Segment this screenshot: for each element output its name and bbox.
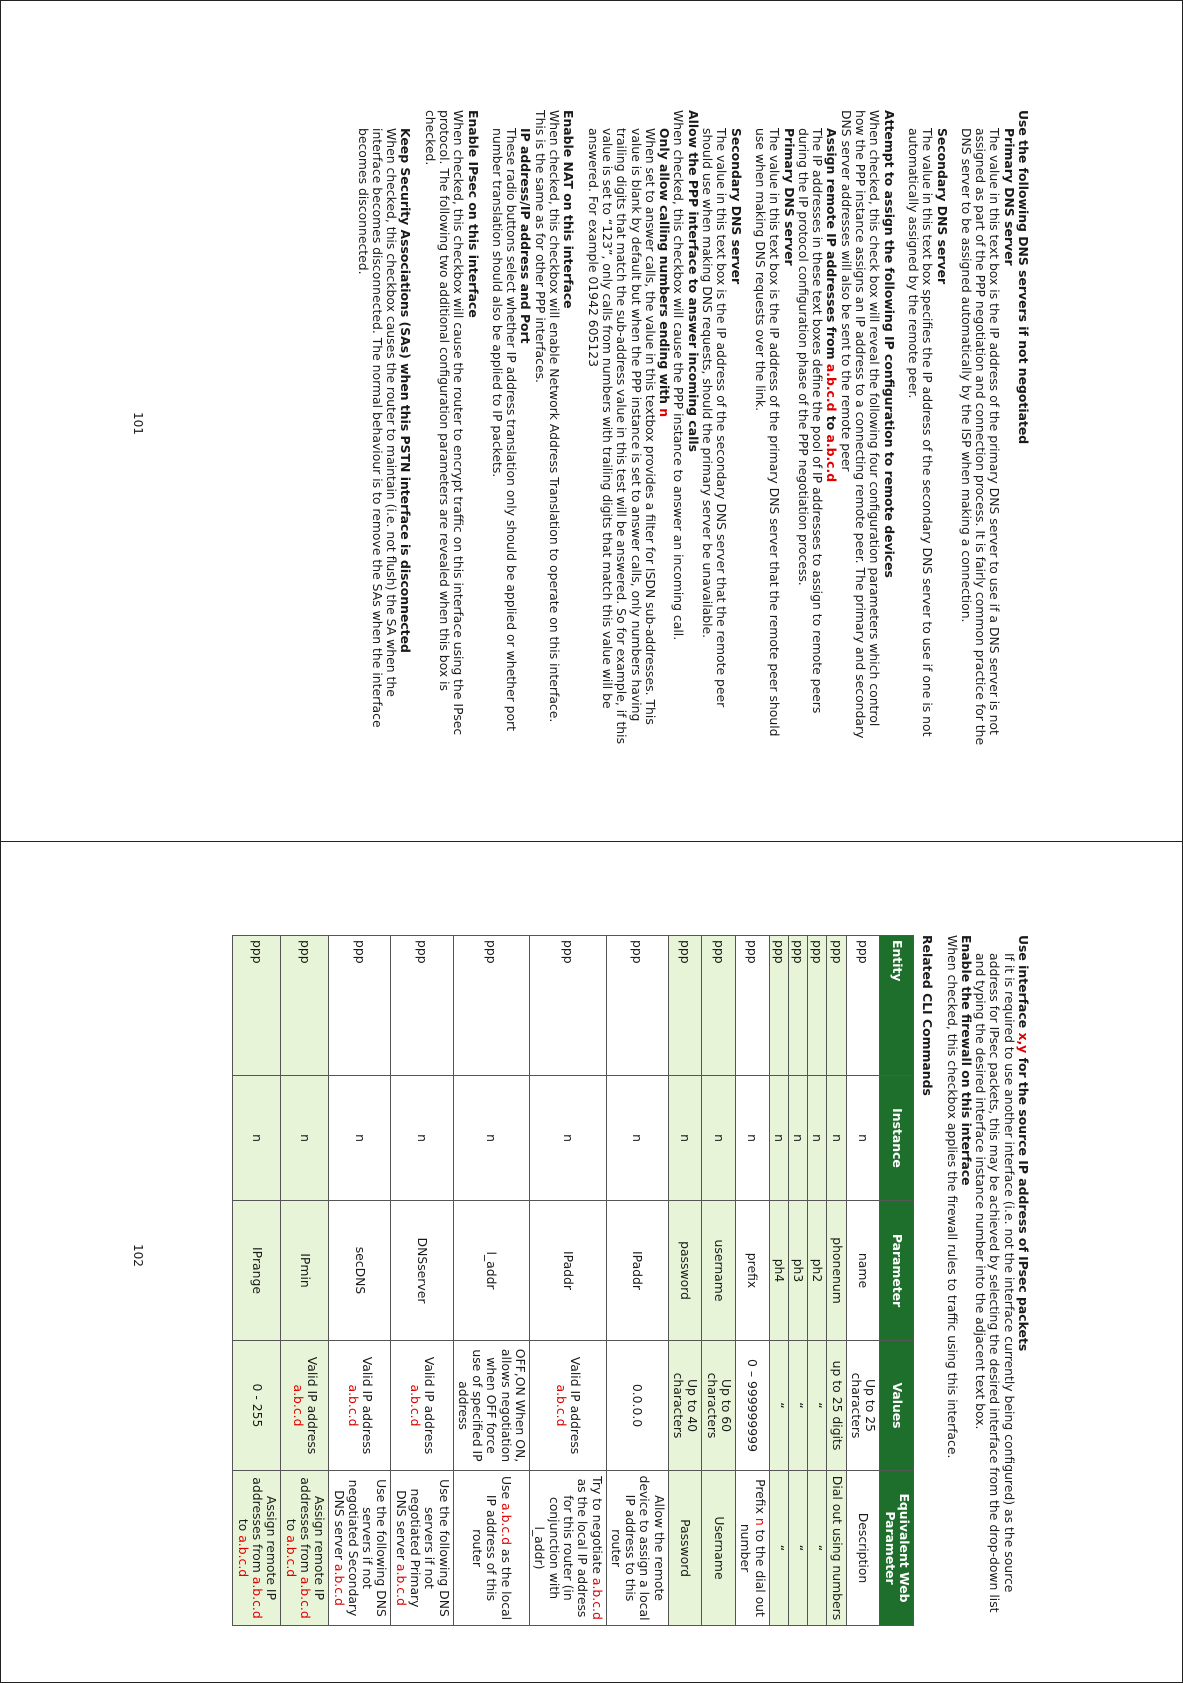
cell-web: “ xyxy=(769,1471,788,1626)
table-row xyxy=(233,936,281,1626)
cell-web xyxy=(233,1471,281,1626)
cell-entity: ppp xyxy=(453,936,529,1076)
values-prefix: Valid IP address xyxy=(422,1356,438,1455)
web-prefix: Use the following DNS servers if not negotiated Secondary DNS server xyxy=(331,1479,390,1617)
secondary-dns-body: The value in this text box specifies the IP address of the secondary DNS server to use if one is not automatically assigned by the remote peer. xyxy=(905,128,936,737)
primary-dns-heading: Primary DNS server xyxy=(1001,128,1017,266)
cell-entity: ppp xyxy=(827,936,846,1076)
use-interface-heading-prefix: Use interface xyxy=(1016,935,1031,1033)
ip-placeholder: a.b.c.d xyxy=(393,1563,409,1606)
assign-ip-config-heading: Attempt to assign the following IP configuration to remote devices xyxy=(881,110,897,578)
web-prefix: Assign remote IP addresses from xyxy=(297,1477,328,1601)
cell-parameter: prefix xyxy=(735,1201,769,1341)
cell-instance: n xyxy=(329,1076,391,1201)
cell-web xyxy=(735,1471,769,1626)
xy-placeholder: x,y xyxy=(1016,1032,1031,1054)
cell-instance: n xyxy=(391,1076,453,1201)
cell-instance: n xyxy=(769,1076,788,1201)
cell-values: 0 - 255 xyxy=(233,1341,281,1471)
cell-parameter: DNSserver xyxy=(391,1201,453,1341)
table-row xyxy=(329,936,391,1626)
ip-placeholder: a.b.c.d xyxy=(498,1503,514,1545)
table-row xyxy=(735,936,769,1626)
use-interface-heading xyxy=(1016,935,1030,1630)
web-prefix: Assign remote IP addresses from xyxy=(250,1477,280,1601)
calling-numbers-heading xyxy=(657,128,671,750)
cell-parameter: IPaddr xyxy=(606,1201,668,1341)
cell-instance: n xyxy=(606,1076,668,1201)
cell-entity: ppp xyxy=(808,936,827,1076)
answer-calls-heading: Allow the PPP interface to answer incoming calls xyxy=(685,110,701,452)
cell-instance: n xyxy=(668,1076,702,1201)
ip-placeholder: a.b.c.d xyxy=(297,1576,313,1619)
table-row xyxy=(788,936,807,1626)
web-suffix: as the local IP address for this router (in conjunction with l_addr) xyxy=(532,1478,591,1618)
table-row xyxy=(827,936,846,1626)
keep-sas-heading: Keep Security Associations (SAs) when this PSTN interface is disconnected xyxy=(398,128,414,653)
use-interface-heading-suffix: for the source IP address of IPsec packets xyxy=(1016,1053,1031,1352)
cell-web: Username xyxy=(702,1471,736,1626)
cell-values: “ xyxy=(769,1341,788,1471)
cell-instance: n xyxy=(735,1076,769,1201)
dns-not-negotiated-heading: Use the following DNS servers if not negotiated xyxy=(1016,110,1031,445)
cell-values: “ xyxy=(788,1341,807,1471)
cell-parameter: secDNS xyxy=(329,1201,391,1341)
table-row xyxy=(702,936,736,1626)
cell-values: 0.0.0.0 xyxy=(606,1341,668,1471)
cell-entity: ppp xyxy=(769,936,788,1076)
cell-web xyxy=(281,1471,329,1626)
ip-placeholder: a.b.c.d xyxy=(408,1384,424,1427)
web-prefix: Try to negotiate xyxy=(589,1476,605,1578)
table-row xyxy=(391,936,453,1626)
cell-values xyxy=(391,1341,453,1471)
table-row xyxy=(846,936,880,1626)
web-mid: to xyxy=(283,1518,299,1536)
cli-heading: Related CLI Commands xyxy=(920,935,936,1096)
page-101 xyxy=(210,110,1030,750)
cell-instance: n xyxy=(233,1076,281,1201)
ip-placeholder: a.b.c.d xyxy=(345,1384,361,1427)
ip-address-port-heading: IP address/IP address and Port xyxy=(518,128,534,344)
firewall-body: When checked, this checkbox applies the firewall rules to traffic using this interface. xyxy=(944,935,960,1459)
primary-dns-body: The value in this text box is the IP address of the primary DNS server to use if a DNS server is not assigned as part of the PPP negotiation and connection process. It is fairly common practice for the DNS server to be assigned automatically by the ISP when making a connection. xyxy=(958,128,1003,746)
cell-web: Dial out using numbers xyxy=(827,1471,846,1626)
cell-entity: ppp xyxy=(735,936,769,1076)
calling-numbers-body: When set to answer calls, the value in this textbox provides a filter for ISDN sub-addresses. This value is blank by default but when the PPP instance is set to answer calls, only numbers having trailing digits that match the sub-address value in this test will be answered. So for example, if this value is set to “123”, only calls from numbers with trailing digits that match this value will be answered. For example 01942 605123 xyxy=(585,128,658,745)
cell-parameter: password xyxy=(668,1201,702,1341)
cell-parameter: phonenum xyxy=(827,1201,846,1341)
values-prefix: Valid IP address xyxy=(360,1356,376,1455)
cell-entity: ppp xyxy=(846,936,880,1076)
calling-numbers-heading-text: Only allow calling numbers ending with xyxy=(657,128,673,409)
cell-parameter: IPrange xyxy=(233,1201,281,1341)
ip-address-port-body: These radio buttons select whether IP address translation only should be applied or whether port number translation should also be applied to IP packets. xyxy=(489,128,520,732)
header-parameter: Parameter xyxy=(880,1201,914,1341)
cell-web xyxy=(391,1471,453,1626)
assign-remote-ip-heading xyxy=(824,128,838,750)
enable-ipsec-body: When checked, this checkbox will cause the router to encrypt traffic on this interface using the IPsec protocol. The following two additional configuration parameters are revealed when this box is checked. xyxy=(422,110,467,736)
cell-values: “ xyxy=(808,1341,827,1471)
cell-instance: n xyxy=(808,1076,827,1201)
cell-instance: n xyxy=(530,1076,606,1201)
cell-parameter: ph4 xyxy=(769,1201,788,1341)
cell-instance: n xyxy=(846,1076,880,1201)
cli-table xyxy=(232,935,913,1626)
table-row xyxy=(808,936,827,1626)
cell-parameter: ph3 xyxy=(788,1201,807,1341)
ip-b-placeholder: a.b.c.d xyxy=(824,434,840,483)
assign-ip-config-body: When checked, this check box will reveal the following four configuration parameters which control how the PPP instance assigns an IP address to a connecting remote peer. The primary and secondary DNS server addresses will also be sent to the remote peer xyxy=(838,110,883,739)
cell-values: 0 – 999999999 xyxy=(735,1341,769,1471)
cell-values: OFF,ON When ON, allows negotiation when OFF force use of specified IP address xyxy=(453,1341,529,1471)
cell-parameter: name xyxy=(846,1201,880,1341)
n-placeholder: n xyxy=(657,408,673,418)
remote-primary-dns-body: The value in this text box is the IP address of the primary DNS server that the remote peer should use when making DNS requests over the link. xyxy=(752,128,783,737)
page-number-101: 101 xyxy=(131,412,145,435)
header-web-parameter: Equivalent Web Parameter xyxy=(880,1471,914,1626)
values-prefix: Valid IP address xyxy=(568,1356,584,1455)
cell-values: Up to 60 characters xyxy=(702,1341,736,1471)
assign-remote-ip-body: The IP addresses in these text boxes define the pool of IP addresses to assign to remote peers during the IP protocol configuration phase of the PPP negotiation process. xyxy=(795,128,826,714)
cell-web: Password xyxy=(668,1471,702,1626)
n-placeholder: n xyxy=(752,1517,768,1526)
cell-instance: n xyxy=(788,1076,807,1201)
enable-ipsec-heading: Enable IPsec on this interface xyxy=(465,110,481,318)
page-102 xyxy=(150,935,1030,1630)
cell-instance: n xyxy=(281,1076,329,1201)
cell-entity: ppp xyxy=(233,936,281,1076)
table-header-row xyxy=(880,936,914,1626)
cell-web: “ xyxy=(808,1471,827,1626)
remote-secondary-dns-body: The value in this text box is the IP address of the secondary DNS server that the remote peer should use when making DNS requests, should the primary server be unavailable. xyxy=(700,128,730,708)
header-instance: Instance xyxy=(880,1076,914,1201)
remote-secondary-dns-heading: Secondary DNS server xyxy=(728,128,744,285)
cell-parameter: IPmin xyxy=(281,1201,329,1341)
web-mid: to xyxy=(235,1518,251,1536)
ip-placeholder: a.b.c.d xyxy=(283,1535,299,1578)
enable-nat-body: When checked, this checkbox will enable Network Address Translation to operate on this interface. This is the same as for other PPP interfaces. xyxy=(532,110,563,723)
table-row xyxy=(453,936,529,1626)
cell-entity: ppp xyxy=(606,936,668,1076)
cell-web xyxy=(530,1471,606,1626)
header-values: Values xyxy=(880,1341,914,1471)
web-prefix: Prefix xyxy=(752,1479,768,1518)
cell-entity: ppp xyxy=(391,936,453,1076)
remote-primary-dns-heading: Primary DNS server xyxy=(781,128,797,266)
cell-entity: ppp xyxy=(788,936,807,1076)
page-divider xyxy=(0,841,1183,842)
to-text: to xyxy=(824,411,840,435)
cell-instance: n xyxy=(827,1076,846,1201)
secondary-dns-heading: Secondary DNS server xyxy=(934,128,950,285)
ip-placeholder: a.b.c.d xyxy=(589,1577,605,1620)
cell-parameter: IPaddr xyxy=(530,1201,606,1341)
page-number-102: 102 xyxy=(131,1244,145,1267)
cell-web: “ xyxy=(788,1471,807,1626)
web-prefix: Use xyxy=(498,1475,514,1504)
cell-web xyxy=(329,1471,391,1626)
ip-placeholder: a.b.c.d xyxy=(290,1384,306,1427)
ip-placeholder: a.b.c.d xyxy=(250,1576,266,1619)
ip-placeholder: a.b.c.d xyxy=(553,1384,569,1427)
firewall-heading: Enable the firewall on this interface xyxy=(958,935,974,1186)
cell-instance: n xyxy=(453,1076,529,1201)
cell-entity: ppp xyxy=(530,936,606,1076)
cell-parameter: ph2 xyxy=(808,1201,827,1341)
table-row xyxy=(281,936,329,1626)
web-suffix: to the dial out number xyxy=(738,1523,768,1617)
table-row xyxy=(769,936,788,1626)
values-prefix: Valid IP address xyxy=(305,1356,321,1455)
web-prefix: Use the following DNS servers if not negotiated Primary DNS server xyxy=(393,1479,452,1617)
web-suffix: as the local IP address of this router xyxy=(470,1494,514,1621)
cell-parameter: l_addr xyxy=(453,1201,529,1341)
ip-a-placeholder: a.b.c.d xyxy=(824,363,840,412)
cell-entity: ppp xyxy=(668,936,702,1076)
cell-parameter: username xyxy=(702,1201,736,1341)
cell-values xyxy=(281,1341,329,1471)
enable-nat-heading: Enable NAT on this interface xyxy=(561,110,577,309)
assign-remote-ip-heading-text: Assign remote IP addresses from xyxy=(824,128,840,364)
ip-placeholder: a.b.c.d xyxy=(235,1535,251,1578)
cell-entity: ppp xyxy=(281,936,329,1076)
cell-web: Description xyxy=(846,1471,880,1626)
cell-web xyxy=(453,1471,529,1626)
table-row xyxy=(668,936,702,1626)
cell-values: Up to 40 characters xyxy=(668,1341,702,1471)
header-entity: Entity xyxy=(880,936,914,1076)
keep-sas-body: When checked, this checkbox causes the router to maintain (i.e. not flush) the SA when the interface becomes disconnected. The normal behaviour is to remove the SAs when the interface becomes disconnected. xyxy=(355,128,400,728)
table-row xyxy=(530,936,606,1626)
cell-web: Allow the remote device to assign a local IP address to this router xyxy=(606,1471,668,1626)
use-interface-body: If it is required to use another interface (i.e. not the interface currently being configured) as the source address for IPsec packets, this may be achieved by selecting the desired interface from the drop-down list and typing the desired interface instance number into the adjacent text box. xyxy=(973,953,1017,1613)
table-row xyxy=(606,936,668,1626)
cell-values xyxy=(329,1341,391,1471)
cell-entity: ppp xyxy=(329,936,391,1076)
cell-entity: ppp xyxy=(702,936,736,1076)
cell-instance: n xyxy=(702,1076,736,1201)
cell-values: Up to 25 characters xyxy=(846,1341,880,1471)
ip-placeholder: a.b.c.d xyxy=(331,1563,347,1606)
cell-values: up to 25 digits xyxy=(827,1341,846,1471)
answer-calls-body: When checked, this checkbox will cause the PPP instance to answer an incoming call. xyxy=(671,110,687,641)
cell-values xyxy=(530,1341,606,1471)
